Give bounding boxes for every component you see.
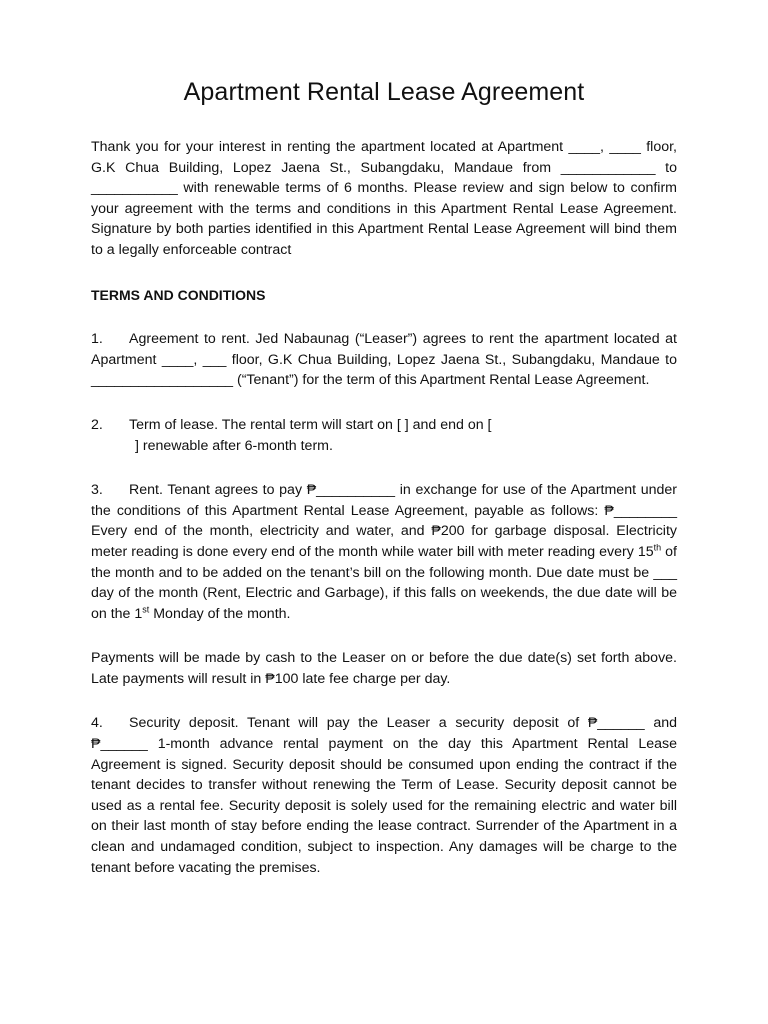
- rent-text-part1: Rent. Tenant agrees to pay ₱__________ in exchange for use of the Apartment under the conditions of this Apartment Rental Lease Agreement, payable as follows: ₱________ Every end of the month, electricity and water, and ₱200 for garbage disposal. Electricity meter reading is done every end of the month while water bill with meter reading every 15: [91, 482, 677, 560]
- payments-paragraph: Payments will be made by cash to the Leaser on or before the due date(s) set forth above. Late payments will result in ₱100 late fee charge per day.: [91, 650, 677, 687]
- rent-text-part2: of the month and to be added on the tenant’s bill on the following month. Due date must be ___ day of the month (Rent, Electric and Garbage), if this falls on weekends, the due date will be on the 1: [91, 543, 677, 622]
- section-term-of-lease: [91, 415, 677, 456]
- section-agreement-to-rent: [91, 329, 677, 391]
- terms-heading: TERMS AND CONDITIONS: [91, 286, 266, 303]
- document-title: Apartment Rental Lease Agreement: [183, 78, 585, 106]
- rent-text-part3: Monday of the month.: [149, 605, 291, 622]
- section-text: Agreement to rent. Jed Nabaunag (“Leaser”) agrees to rent the apartment located at Apartment ____, ___ floor, G.K Chua Building, Lopez Jaena St., Subangdaku, Mandaue to __________________ (“Tenant”) for the term of this Apartment Rental Lease Agreement.: [91, 331, 677, 389]
- section-security-deposit: [91, 713, 677, 878]
- section-text-line2: ] renewable after 6-month term.: [135, 437, 333, 454]
- section-number: 2.: [91, 416, 103, 433]
- section-number: 1.: [91, 331, 103, 348]
- section-number: 4.: [91, 715, 103, 732]
- ordinal-suffix: st: [142, 603, 150, 614]
- ordinal-suffix: th: [653, 542, 662, 553]
- section-text-line1: Term of lease. The rental term will start on [ ] and end on [: [129, 416, 492, 433]
- intro-paragraph: Thank you for your interest in renting the apartment located at Apartment ____, ____ floor, G.K Chua Building, Lopez Jaena St., Subangdaku, Mandaue from ____________ to ___________ with renewable terms of 6 months. Please review and sign below to confirm your agreement with the terms and conditions in this Apartment Rental Lease Agreement. Signature by both parties identified in this Apartment Rental Lease Agreement will bind them to a legally enforceable contract: [91, 139, 677, 258]
- section-text: Security deposit. Tenant will pay the Leaser a security deposit of ₱______ and ₱______ 1-month advance rental payment on the day this Apartment Rental Lease Agreement is signed. Security deposit should be consumed upon ending the contract if the tenant decides to transfer without renewing the Term of Lease. Security deposit cannot be used as a rental fee. Security deposit is solely used for the remaining electric and water bill on their last month of stay before ending the lease contract. Surrender of the Apartment in a clean and undamaged condition, subject to inspection. Any damages will be charge to the tenant before vacating the premises.: [91, 715, 677, 876]
- section-number: 3.: [91, 482, 103, 499]
- section-rent: [91, 480, 677, 624]
